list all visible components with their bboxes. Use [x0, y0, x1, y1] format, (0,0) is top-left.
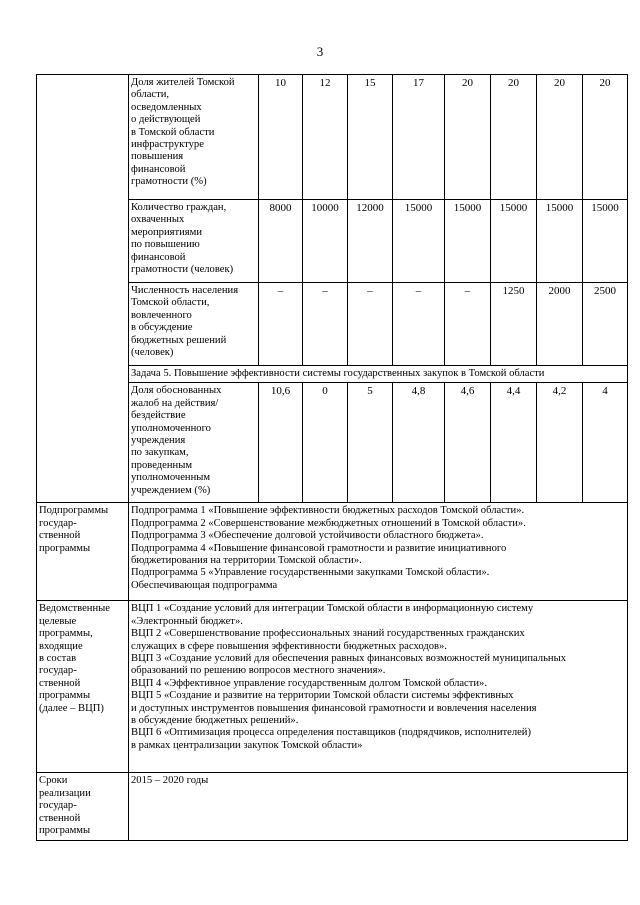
- subprograms-label: Подпрограммы государ- ственной программы: [37, 503, 129, 601]
- subprogram-item: бюджетирования на территории Томской области».: [131, 555, 362, 567]
- indicator-value: –: [348, 283, 393, 366]
- indicator-value: –: [393, 283, 445, 366]
- indicator-value: 8000: [259, 200, 303, 283]
- timeline-row: [37, 773, 628, 841]
- vcp-item: в рамках централизации закупок Томской области»: [131, 739, 363, 751]
- indicator-value: 4,2: [537, 383, 583, 503]
- indicator-value: 4,4: [491, 383, 537, 503]
- subprogram-item: Подпрограмма 1 «Повышение эффективности бюджетных расходов Томской области».: [131, 505, 525, 517]
- indicator-value: 0: [303, 383, 348, 503]
- indicator-value: 5: [348, 383, 393, 503]
- vcp-item: ВЦП 6 «Оптимизация процесса определения поставщиков (подрядчиков, исполнителей): [131, 727, 532, 739]
- indicator-value: 10,6: [259, 383, 303, 503]
- indicator-value: 15000: [583, 200, 628, 283]
- indicator-row: [37, 75, 628, 200]
- vcp-item: образований по решению вопросов местного значения».: [131, 665, 386, 677]
- vcp-item: «Электронный бюджет».: [131, 615, 243, 627]
- subprogram-item: Подпрограмма 3 «Обеспечение долговой устойчивости областного бюджета».: [131, 530, 484, 542]
- subprogram-item: Подпрограмма 4 «Повышение финансовой грамотности и развитие инициативного: [131, 542, 507, 554]
- vcp-item: ВЦП 2 «Совершенствование профессиональных знаний государственных гражданских: [131, 628, 525, 640]
- indicator-value: 10: [259, 75, 303, 200]
- vcp-list: [129, 601, 628, 773]
- indicator-value: 12000: [348, 200, 393, 283]
- indicator-value: 4,8: [393, 383, 445, 503]
- program-passport-table: [36, 74, 628, 841]
- indicator-value: 4,6: [445, 383, 491, 503]
- subprogram-item: Обеспечивающая подпрограмма: [131, 579, 278, 591]
- indicator-value: –: [445, 283, 491, 366]
- indicator-label: Количество граждан, охваченных мероприятиями по повышению финансовой грамотности (человек): [129, 200, 259, 283]
- indicator-label: Доля обоснованных жалоб на действия/ бездействие уполномоченного учреждения по закупкам, проведенным уполномоченным учреждением (%): [129, 383, 259, 503]
- indicator-label: Численность населения Томской области, вовлеченного в обсуждение бюджетных решений (человек): [129, 283, 259, 366]
- indicator-value: 15000: [445, 200, 491, 283]
- indicator-value: 10000: [303, 200, 348, 283]
- indicator-value: 20: [445, 75, 491, 200]
- timeline-label: Сроки реализации государ- ственной программы: [37, 773, 129, 841]
- indicator-value: 15: [348, 75, 393, 200]
- indicator-value: 2000: [537, 283, 583, 366]
- vcp-item: ВЦП 3 «Создание условий для обеспечения равных финансовых возможностей муниципальных: [131, 653, 566, 665]
- indicator-value: –: [259, 283, 303, 366]
- indicator-value: 20: [583, 75, 628, 200]
- indicator-value: 2500: [583, 283, 628, 366]
- indicator-value: 15000: [393, 200, 445, 283]
- vcp-item: в обсуждение бюджетных решений».: [131, 715, 299, 727]
- indicator-label: Доля жителей Томской области, осведомленных о действующей в Томской области инфраструктуре повышения финансовой грамотности (%): [129, 75, 259, 200]
- indicator-value: 4: [583, 383, 628, 503]
- subprograms-list: [129, 503, 628, 601]
- indicator-value: 20: [491, 75, 537, 200]
- vcp-label: Ведомственные целевые программы, входящие в состав государ- ственной программы (далее – ВЦП): [37, 601, 129, 773]
- vcp-item: ВЦП 1 «Создание условий для интеграции Томской области в информационную систему: [131, 603, 534, 615]
- indicator-value: 12: [303, 75, 348, 200]
- vcp-row: [37, 601, 628, 773]
- vcp-item: ВЦП 4 «Эффективное управление государственным долгом Томской области».: [131, 677, 488, 689]
- subprogram-item: Подпрограмма 2 «Совершенствование межбюджетных отношений в Томской области».: [131, 517, 526, 529]
- indicator-value: 15000: [537, 200, 583, 283]
- vcp-item: ВЦП 5 «Создание и развитие на территории Томской области системы эффективных: [131, 690, 514, 702]
- indicator-value: 15000: [491, 200, 537, 283]
- indicator-value: 1250: [491, 283, 537, 366]
- page-number: 3: [316, 44, 324, 59]
- indicator-value: 20: [537, 75, 583, 200]
- subprograms-row: [37, 503, 628, 601]
- timeline-value: 2015 – 2020 годы: [129, 773, 628, 841]
- subprogram-item: Подпрограмма 5 «Управление государственными закупками Томской области».: [131, 567, 490, 579]
- vcp-item: и доступных инструментов повышения финансовой грамотности и вовлечения населения: [131, 702, 537, 714]
- task-5-title: Задача 5. Повышение эффективности системы государственных закупок в Томской области: [129, 366, 628, 383]
- indicator-value: –: [303, 283, 348, 366]
- vcp-item: служащих в сфере повышения эффективности бюджетных расходов».: [131, 640, 447, 652]
- empty-label-cell: [37, 75, 129, 503]
- indicator-value: 17: [393, 75, 445, 200]
